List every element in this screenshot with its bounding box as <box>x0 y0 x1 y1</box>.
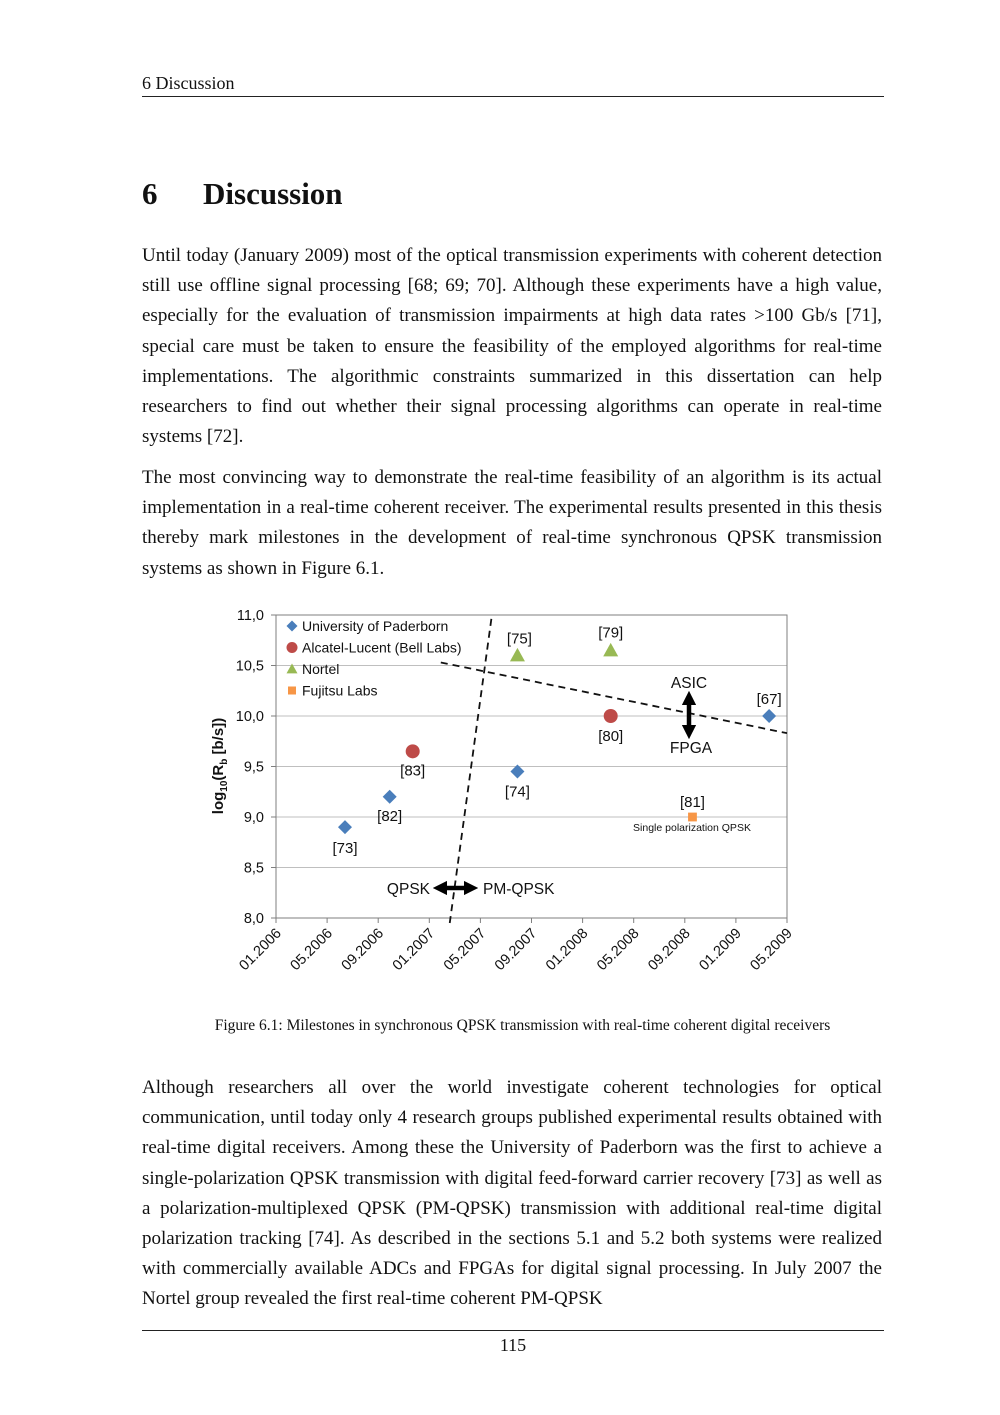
y-tick-label: 8,5 <box>243 860 264 877</box>
y-tick-label: 10,0 <box>235 709 264 725</box>
legend-marker-square <box>288 687 296 695</box>
data-point-triangle <box>603 643 618 657</box>
y-tick-label: 9,5 <box>243 759 264 776</box>
data-point-circle <box>604 709 618 723</box>
paragraph-research-groups: Although researchers all over the world investigate coherent technologies for optical communication, until today only 4 research groups published experimental results obtained with real-time digital receivers. Among these the University of Paderborn was the first to achieve a single-polarization QPSK transmission with digital feed-forward carrier recovery [73] as well as a polarization-multiplexed QPSK (PM-QPSK) transmission with additional real-time digital polarization tracking [74]. As described in the sections 5.1 and 5.2 both systems were realized with commercially available ADCs and FPGAs for digital signal processing. In July 2007 the Nortel group revealed the first real-time coherent PM-QPSK <box>142 1077 882 1310</box>
y-axis-label: $\log_{10}(R_b$ [b/s]) <box>210 717 230 815</box>
x-tick-label: 09.2006 <box>338 925 388 974</box>
y-tick-label: 11,0 <box>236 608 264 624</box>
data-point-diamond <box>762 709 776 723</box>
y-tick-label: 10,5 <box>235 658 264 675</box>
asic-fpga-divider-line <box>441 662 787 733</box>
x-tick-label: 09.2008 <box>645 925 694 974</box>
chapter-title <box>142 172 343 216</box>
data-point-triangle <box>510 648 525 662</box>
running-header: 6 Discussion <box>142 72 884 97</box>
legend-marker-circle <box>287 642 298 653</box>
data-label: [79] <box>598 624 624 642</box>
footer-rule <box>142 1330 884 1331</box>
y-tick-label: 8,0 <box>243 911 264 927</box>
data-label: [74] <box>504 783 530 801</box>
x-tick-label: 05.2007 <box>440 925 490 974</box>
legend-label: Alcatel-Lucent (Bell Labs) <box>302 639 462 656</box>
figure-6-1 <box>195 598 805 1003</box>
legend-label: University of Paderborn <box>302 618 449 634</box>
x-tick-label: 05.2006 <box>287 925 336 974</box>
data-label: [82] <box>377 807 403 825</box>
data-point-square <box>688 813 697 822</box>
x-tick-label: 01.2007 <box>389 925 439 974</box>
x-tick-label: 09.2007 <box>491 925 541 974</box>
qpsk-pmqpsk-divider-line <box>450 615 492 923</box>
legend-marker-diamond <box>287 621 298 632</box>
milestones-chart <box>195 598 805 1003</box>
qpsk-label: QPSK <box>386 881 430 898</box>
data-label: [80] <box>598 728 624 745</box>
paragraph-offline-processing: Until today (January 2009) most of the optical transmission experiments with coherent detection still use offline signal processing [68; 69; 70]. Although these experiments have a high value, especially for the evaluation of transmission impairments at high data rates >100 Gb/s [71], special care must be taken to ensure the feasibility of the employed algorithms for real-time implementations. The algorithmic constraints summarized in this dissertation can help researchers to find out whether their signal processing algorithms can operate in real-time systems [72]. <box>142 245 882 448</box>
x-tick-label: 01.2008 <box>543 925 592 974</box>
chapter-title-text: Discussion <box>203 176 343 211</box>
figure-caption: Figure 6.1: Milestones in synchronous QPSK transmission with real-time coherent digital receivers <box>214 1017 831 1034</box>
data-label: [83] <box>400 762 426 780</box>
data-label: [81] <box>679 794 705 811</box>
pm-qpsk-label: PM-QPSK <box>483 881 555 898</box>
data-label: [73] <box>332 840 358 858</box>
x-tick-label: 05.2009 <box>747 925 796 974</box>
data-label: [67] <box>756 691 782 708</box>
legend-marker-triangle <box>287 664 298 674</box>
legend-label: Fujitsu Labs <box>302 682 378 699</box>
x-tick-label: 05.2008 <box>594 925 643 974</box>
data-point-diamond <box>383 790 397 804</box>
data-point-diamond <box>338 820 352 834</box>
fpga-label: FPGA <box>669 740 713 757</box>
single-polarization-label: Single polarization QPSK <box>633 822 751 834</box>
data-point-circle <box>406 744 420 758</box>
y-tick-label: 9,0 <box>243 810 264 826</box>
asic-label: ASIC <box>670 675 708 692</box>
x-tick-label: 01.2006 <box>236 925 285 974</box>
x-tick-label: 01.2009 <box>696 925 745 974</box>
chapter-number: 6 <box>142 176 158 211</box>
legend-label: Nortel <box>302 661 340 677</box>
page-number: 115 <box>499 1335 527 1355</box>
data-label: [75] <box>506 630 532 648</box>
paragraph-real-time-feasibility: The most convincing way to demonstrate the real-time feasibility of an algorithm is its actual implementation in a real-time coherent receiver. The experimental results presented in this thesis thereby mark milestones in the development of real-time synchronous QPSK transmission systems as shown in Figure 6.1. <box>142 467 882 579</box>
